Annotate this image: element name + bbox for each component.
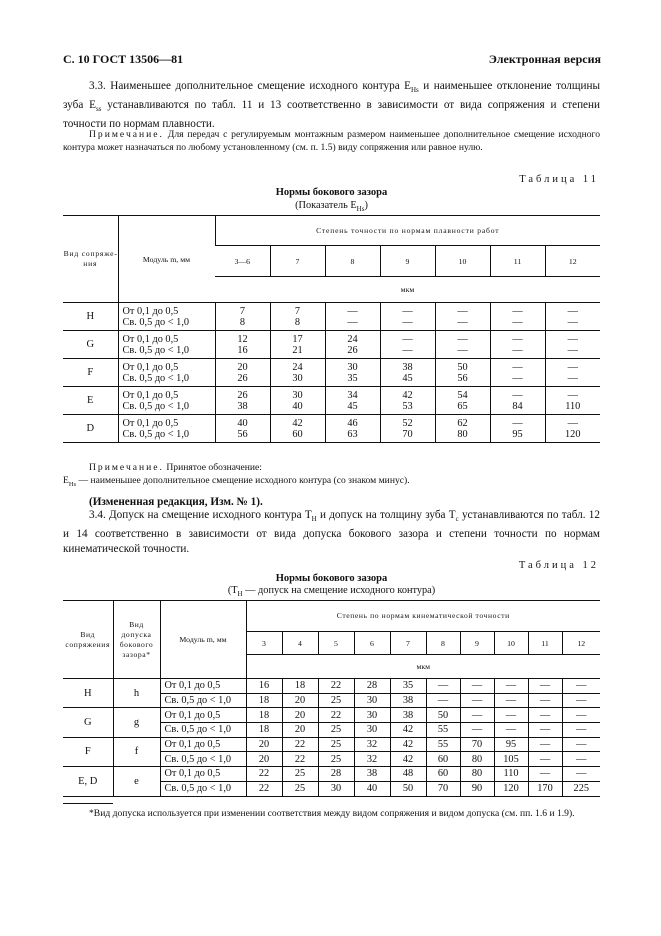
t11-value-cell: [270, 331, 325, 359]
t11-value: 21: [292, 344, 303, 356]
t12-degree: 9: [460, 632, 494, 655]
t11-value: 8: [294, 316, 301, 328]
t11-value-cell: [215, 303, 270, 331]
t12-module: Св. 0,5 до < 1,0: [160, 781, 246, 796]
t11-value: 7: [294, 305, 301, 317]
t11-degree: 9: [380, 246, 435, 277]
t11-value: —: [567, 305, 578, 317]
t11-value: 40: [292, 400, 303, 412]
t12-value: 55: [426, 723, 460, 738]
t11-row: [63, 387, 600, 415]
t11-value-cell: [380, 415, 435, 443]
t11-value: —: [512, 344, 523, 356]
t12-tolerance: e: [113, 767, 160, 796]
t12-value: 25: [318, 737, 354, 752]
t11-value-cell: [545, 331, 600, 359]
t11-value: 7: [239, 305, 246, 317]
t11-value: 56: [237, 428, 248, 440]
t12-value: 50: [426, 708, 460, 723]
t11-value: —: [567, 389, 578, 401]
t12-module: Св. 0,5 до < 1,0: [160, 752, 246, 767]
t12-type: H: [63, 679, 113, 708]
note-1-text: Для передач с регулируемым монтажным размером наименьшее дополнительное смещение исходного контура может назначаться по любому установленному (см. п. 1.5) виду сопряжения или равное нулю.: [63, 129, 600, 153]
note-2-post: — наименьшее дополнительное смещение исходного контура (со знаком минус).: [76, 475, 410, 486]
p33-sub-1: Hs: [410, 86, 419, 95]
t11-value: 54: [457, 389, 468, 401]
p33-text-1: 3.3. Наименьшее дополнительное смещение исходного контура E: [89, 80, 411, 92]
t11-value: 42: [292, 417, 303, 429]
t12-value: 32: [354, 737, 390, 752]
t12-value: 22: [246, 781, 282, 796]
t12-value: 22: [318, 679, 354, 694]
t11-module-2: Св. 0,5 до < 1,0: [122, 400, 190, 412]
t11-value: 30: [347, 361, 358, 373]
t11-value: 80: [457, 428, 468, 440]
t11-row: [63, 359, 600, 387]
t12-sub-post: — допуск на смещение исходного контура): [242, 585, 436, 596]
t11-value-cell: [435, 303, 490, 331]
t12-degree: 11: [528, 632, 562, 655]
t12-tolerance: f: [113, 737, 160, 766]
page-header: [63, 52, 601, 68]
t12-value: —: [426, 679, 460, 694]
t11-group-header: Степень точности по нормам плавности работ: [215, 216, 600, 246]
t11-value: —: [567, 316, 578, 328]
t12-degree: 8: [426, 632, 460, 655]
t11-value: 38: [402, 361, 413, 373]
t11-value-cell: [270, 415, 325, 443]
t11-value: 38: [237, 400, 248, 412]
t11-degree: 7: [270, 246, 325, 277]
t11-value: 42: [402, 389, 413, 401]
t11-module-2: Св. 0,5 до < 1,0: [122, 316, 190, 328]
t12-value: 42: [390, 752, 426, 767]
t12-value: 18: [282, 679, 318, 694]
t12-value: 30: [354, 693, 390, 708]
t11-value: 17: [292, 333, 303, 345]
t11-value: 52: [402, 417, 413, 429]
t12-type: F: [63, 737, 113, 766]
t11-value: —: [402, 333, 413, 345]
t12-value: —: [528, 679, 562, 694]
note-2-sub: Hs: [68, 480, 77, 488]
t11-value: —: [512, 417, 523, 429]
t11-value: 24: [347, 333, 358, 345]
t12-module: Св. 0,5 до < 1,0: [160, 693, 246, 708]
t12-value: —: [528, 737, 562, 752]
t12-value: —: [562, 723, 600, 738]
p34-sub-2: c: [455, 515, 459, 524]
table-11-title: Нормы бокового зазора: [275, 187, 388, 198]
t11-value: 65: [457, 400, 468, 412]
t11-sub-post: ): [364, 200, 368, 211]
t11-module-1: От 0,1 до 0,5: [122, 417, 179, 429]
t11-value: —: [457, 344, 468, 356]
t11-value-cell: [490, 303, 545, 331]
t12-row: [63, 679, 600, 694]
t12-value: 170: [528, 781, 562, 796]
t11-value: —: [512, 389, 523, 401]
t11-degree: 10: [435, 246, 490, 277]
t11-value: —: [402, 316, 413, 328]
page-number-standard: С. 10 ГОСТ 13506—81: [63, 52, 184, 66]
t11-row: [63, 303, 600, 331]
note-2-text: Принятое обозначение:: [163, 462, 262, 473]
t12-value: 18: [246, 708, 282, 723]
t11-module-2: Св. 0,5 до < 1,0: [122, 428, 190, 440]
t12-value: 22: [282, 737, 318, 752]
t12-value: 20: [246, 737, 282, 752]
t11-value-cell: [435, 387, 490, 415]
t11-value: 70: [402, 428, 413, 440]
t12-module: От 0,1 до 0,5: [160, 708, 246, 723]
t12-value: 25: [282, 781, 318, 796]
t12-degree: 4: [282, 632, 318, 655]
t11-value-cell: [325, 359, 380, 387]
t12-value: —: [562, 752, 600, 767]
t11-value-cell: [380, 303, 435, 331]
t12-value: —: [528, 693, 562, 708]
table-12-subtitle: [63, 585, 600, 598]
t12-value: 40: [354, 781, 390, 796]
t11-value-cell: [545, 387, 600, 415]
t12-row: [63, 737, 600, 752]
t11-value: 26: [347, 344, 358, 356]
t11-module-1: От 0,1 до 0,5: [122, 389, 179, 401]
t12-value: —: [562, 693, 600, 708]
note-2: [63, 461, 600, 474]
t12-type: G: [63, 708, 113, 737]
note-2-line-2: [63, 474, 600, 491]
t11-value-cell: [215, 387, 270, 415]
t11-value-cell: [545, 415, 600, 443]
footnote: *Вид допуска используется при изменении соответствия между видом сопряжения и видом допуска (см. пп. 1.6 и 1.9).: [89, 808, 575, 819]
t12-degree: 12: [562, 632, 600, 655]
t11-value-cell: [270, 387, 325, 415]
t12-value: 20: [246, 752, 282, 767]
t12-group-header: Степень по нормам кинематической точности: [246, 601, 600, 632]
t11-degree: 12: [545, 246, 600, 277]
t12-value: 42: [390, 723, 426, 738]
t12-value: 105: [494, 752, 528, 767]
t12-row: [63, 767, 600, 782]
table-11-label: Таблица 11: [519, 174, 599, 185]
t12-value: —: [460, 693, 494, 708]
t11-module-cell: [118, 303, 215, 331]
p34-sub-1: H: [311, 515, 317, 524]
t12-value: 30: [354, 708, 390, 723]
t11-sub-pre: (Показатель E: [295, 200, 357, 211]
t12-degree: 3: [246, 632, 282, 655]
t11-value: —: [347, 316, 358, 328]
t12-value: —: [562, 767, 600, 782]
t11-module-cell: [118, 331, 215, 359]
t12-value: —: [562, 708, 600, 723]
t11-value: 30: [292, 372, 303, 384]
table-12: [63, 600, 600, 797]
t12-value: 30: [318, 781, 354, 796]
t12-value: 25: [318, 752, 354, 767]
t11-value: 56: [457, 372, 468, 384]
t11-value-cell: [380, 387, 435, 415]
t12-value: —: [562, 679, 600, 694]
t11-value: —: [512, 305, 523, 317]
t12-degree: 6: [354, 632, 390, 655]
t12-value: 80: [460, 767, 494, 782]
p33-text-2: и наименьшее отклонение толщины зуба E: [63, 80, 600, 112]
paragraph-3-3: [63, 79, 600, 132]
t11-value-cell: [380, 359, 435, 387]
t11-value: —: [567, 417, 578, 429]
p33-text-3: устанавливаются по табл. 11 и 13 соответственно в зависимости от вида сопряжения и степени точности по нормам плавности.: [63, 99, 600, 131]
t11-value: 8: [239, 316, 246, 328]
t11-value-cell: [545, 303, 600, 331]
t12-value: 25: [282, 767, 318, 782]
t11-module-1: От 0,1 до 0,5: [122, 361, 179, 373]
t12-value: 25: [318, 693, 354, 708]
t11-value: 26: [237, 372, 248, 384]
t12-value: 35: [390, 679, 426, 694]
t11-module-2: Св. 0,5 до < 1,0: [122, 372, 190, 384]
p34-text-3: устанавливаются по табл. 12 и 14 соответственно в зависимости от вида допуска бокового зазора и степени точности по нормам кинематической точности.: [63, 509, 600, 556]
t12-value: —: [528, 767, 562, 782]
t12-value: 38: [390, 708, 426, 723]
t11-value-cell: [435, 331, 490, 359]
t12-value: 18: [246, 693, 282, 708]
t11-value-cell: [435, 359, 490, 387]
t11-type: D: [86, 423, 95, 434]
t11-unit: мкм: [215, 277, 600, 303]
t12-value: 32: [354, 752, 390, 767]
t12-value: —: [528, 708, 562, 723]
t12-value: 55: [426, 737, 460, 752]
t11-degree: 11: [490, 246, 545, 277]
t11-value: 46: [347, 417, 358, 429]
t12-value: 30: [354, 723, 390, 738]
t11-type: H: [86, 311, 95, 322]
t11-col-type: Вид сопряжения: [63, 216, 118, 303]
t11-value-cell: [270, 303, 325, 331]
t12-value: 95: [494, 737, 528, 752]
t12-value: 48: [390, 767, 426, 782]
t12-value: —: [426, 693, 460, 708]
t12-module: От 0,1 до 0,5: [160, 767, 246, 782]
t12-col-tolerance: Вид допуска бокового зазора*: [113, 601, 160, 679]
t12-value: 42: [390, 737, 426, 752]
table-12-title: Нормы бокового зазора: [275, 573, 388, 584]
t11-value-cell: [270, 359, 325, 387]
table-11: [63, 215, 600, 443]
t11-value: 120: [565, 428, 581, 440]
t11-value: 60: [292, 428, 303, 440]
t12-sub-pre: (T: [227, 585, 238, 596]
t11-value-cell: [380, 331, 435, 359]
t12-tolerance: g: [113, 708, 160, 737]
t11-value: 95: [512, 428, 523, 440]
edition-label: Электронная версия: [488, 52, 601, 66]
t12-value: 38: [390, 693, 426, 708]
t11-value: 110: [565, 400, 581, 412]
t11-value: —: [457, 316, 468, 328]
t12-value: —: [494, 693, 528, 708]
t12-value: —: [460, 679, 494, 694]
t12-value: 16: [246, 679, 282, 694]
note-1: [63, 128, 600, 154]
t11-degree: 8: [325, 246, 380, 277]
t12-value: —: [494, 708, 528, 723]
table-11-subtitle: [63, 200, 600, 213]
t12-value: 90: [460, 781, 494, 796]
t11-degree: 3—6: [234, 256, 251, 266]
t12-value: 22: [282, 752, 318, 767]
t11-value: —: [567, 372, 578, 384]
t11-module-1: От 0,1 до 0,5: [122, 333, 179, 345]
t11-value: —: [567, 361, 578, 373]
t11-value: 24: [292, 361, 303, 373]
t11-value-cell: [545, 359, 600, 387]
t11-value-cell: [325, 387, 380, 415]
t11-value-cell: [490, 415, 545, 443]
t12-module: От 0,1 до 0,5: [160, 737, 246, 752]
t11-sub-sub: Hs: [356, 205, 365, 214]
p34-text-1: 3.4. Допуск на смещение исходного контура T: [89, 509, 312, 521]
t12-value: —: [494, 723, 528, 738]
t12-value: 50: [390, 781, 426, 796]
t11-value: 63: [347, 428, 358, 440]
note-2-pre: E: [63, 475, 69, 486]
t12-col-module: Модуль m, мм: [160, 601, 246, 679]
t11-value-cell: [490, 387, 545, 415]
t12-degree: 7: [390, 632, 426, 655]
t12-value: 25: [318, 723, 354, 738]
t11-value-cell: [325, 303, 380, 331]
t11-value: —: [457, 333, 468, 345]
t11-value: 20: [237, 361, 248, 373]
table-12-label: Таблица 12: [518, 560, 599, 571]
t12-col-type: Вид сопряжения: [63, 601, 113, 679]
t11-value: 50: [457, 361, 468, 373]
t11-value-cell: [490, 359, 545, 387]
t12-value: 70: [426, 781, 460, 796]
p34-text-2: и допуск на толщину зуба T: [316, 509, 456, 521]
t11-value: —: [457, 305, 468, 317]
t11-module-cell: [118, 415, 215, 443]
t11-module-1: От 0,1 до 0,5: [122, 305, 179, 317]
t11-value: —: [567, 344, 578, 356]
t11-value: —: [402, 305, 413, 317]
t12-degree: 10: [494, 632, 528, 655]
t12-value: 22: [318, 708, 354, 723]
t11-value: —: [512, 333, 523, 345]
t12-degree: 5: [318, 632, 354, 655]
t12-value: —: [528, 752, 562, 767]
t12-tolerance: h: [113, 679, 160, 708]
t11-row: [63, 331, 600, 359]
t12-value: 28: [318, 767, 354, 782]
t12-value: 22: [246, 767, 282, 782]
t12-value: 60: [426, 752, 460, 767]
t11-row: [63, 415, 600, 443]
t11-value: —: [512, 372, 523, 384]
p33-sub-2: ss: [95, 105, 102, 114]
t12-value: 120: [494, 781, 528, 796]
t11-value: 53: [402, 400, 413, 412]
t11-value-cell: [215, 359, 270, 387]
t11-value-cell: [435, 415, 490, 443]
t11-value-cell: [325, 415, 380, 443]
t11-value: 26: [237, 389, 248, 401]
t12-module: От 0,1 до 0,5: [160, 679, 246, 694]
t11-value-cell: [215, 331, 270, 359]
t12-value: 20: [282, 708, 318, 723]
t11-value: 16: [237, 344, 248, 356]
t11-value: 45: [402, 372, 413, 384]
t12-value: 60: [426, 767, 460, 782]
t12-value: 110: [494, 767, 528, 782]
t11-value: 34: [347, 389, 358, 401]
t12-value: —: [528, 723, 562, 738]
t11-value-cell: [490, 331, 545, 359]
note-1-label: Примечание.: [89, 129, 164, 140]
t12-value: 20: [282, 723, 318, 738]
t11-value: —: [402, 344, 413, 356]
t11-type: E: [87, 395, 94, 406]
paragraph-3-4: [63, 508, 600, 557]
t12-sub-sub: H: [237, 590, 243, 599]
t11-type: G: [86, 339, 95, 350]
t12-type: E, D: [63, 767, 113, 796]
t11-value: —: [512, 361, 523, 373]
t11-value: 45: [347, 400, 358, 412]
t12-value: —: [460, 723, 494, 738]
t11-value: —: [347, 305, 358, 317]
t11-value: 84: [512, 400, 523, 412]
t12-value: —: [460, 708, 494, 723]
t11-value: 30: [292, 389, 303, 401]
t11-type: F: [87, 367, 94, 378]
t11-value: 40: [237, 417, 248, 429]
t12-row: [63, 708, 600, 723]
t12-value: —: [494, 679, 528, 694]
t12-value: —: [562, 737, 600, 752]
t11-value-cell: [325, 331, 380, 359]
edit-note: (Измененная редакция, Изм. № 1).: [89, 496, 263, 508]
footnote-rule: [63, 803, 113, 804]
t11-module-2: Св. 0,5 до < 1,0: [122, 344, 190, 356]
t12-value: 70: [460, 737, 494, 752]
t12-module: Св. 0,5 до < 1,0: [160, 723, 246, 738]
t12-value: 28: [354, 679, 390, 694]
t12-unit: мкм: [246, 655, 600, 679]
t11-value-cell: [215, 415, 270, 443]
t11-value: 12: [237, 333, 248, 345]
t11-value: 62: [457, 417, 468, 429]
t11-value: —: [512, 316, 523, 328]
t12-value: 18: [246, 723, 282, 738]
t12-value: 38: [354, 767, 390, 782]
t12-value: 80: [460, 752, 494, 767]
t11-module-cell: [118, 387, 215, 415]
t12-value: 225: [562, 781, 600, 796]
t11-col-module: Модуль m, мм: [118, 216, 215, 303]
note-2-label: Примечание.: [89, 462, 164, 473]
t11-value: 35: [347, 372, 358, 384]
t12-value: 20: [282, 693, 318, 708]
t11-value: —: [567, 333, 578, 345]
t11-module-cell: [118, 359, 215, 387]
